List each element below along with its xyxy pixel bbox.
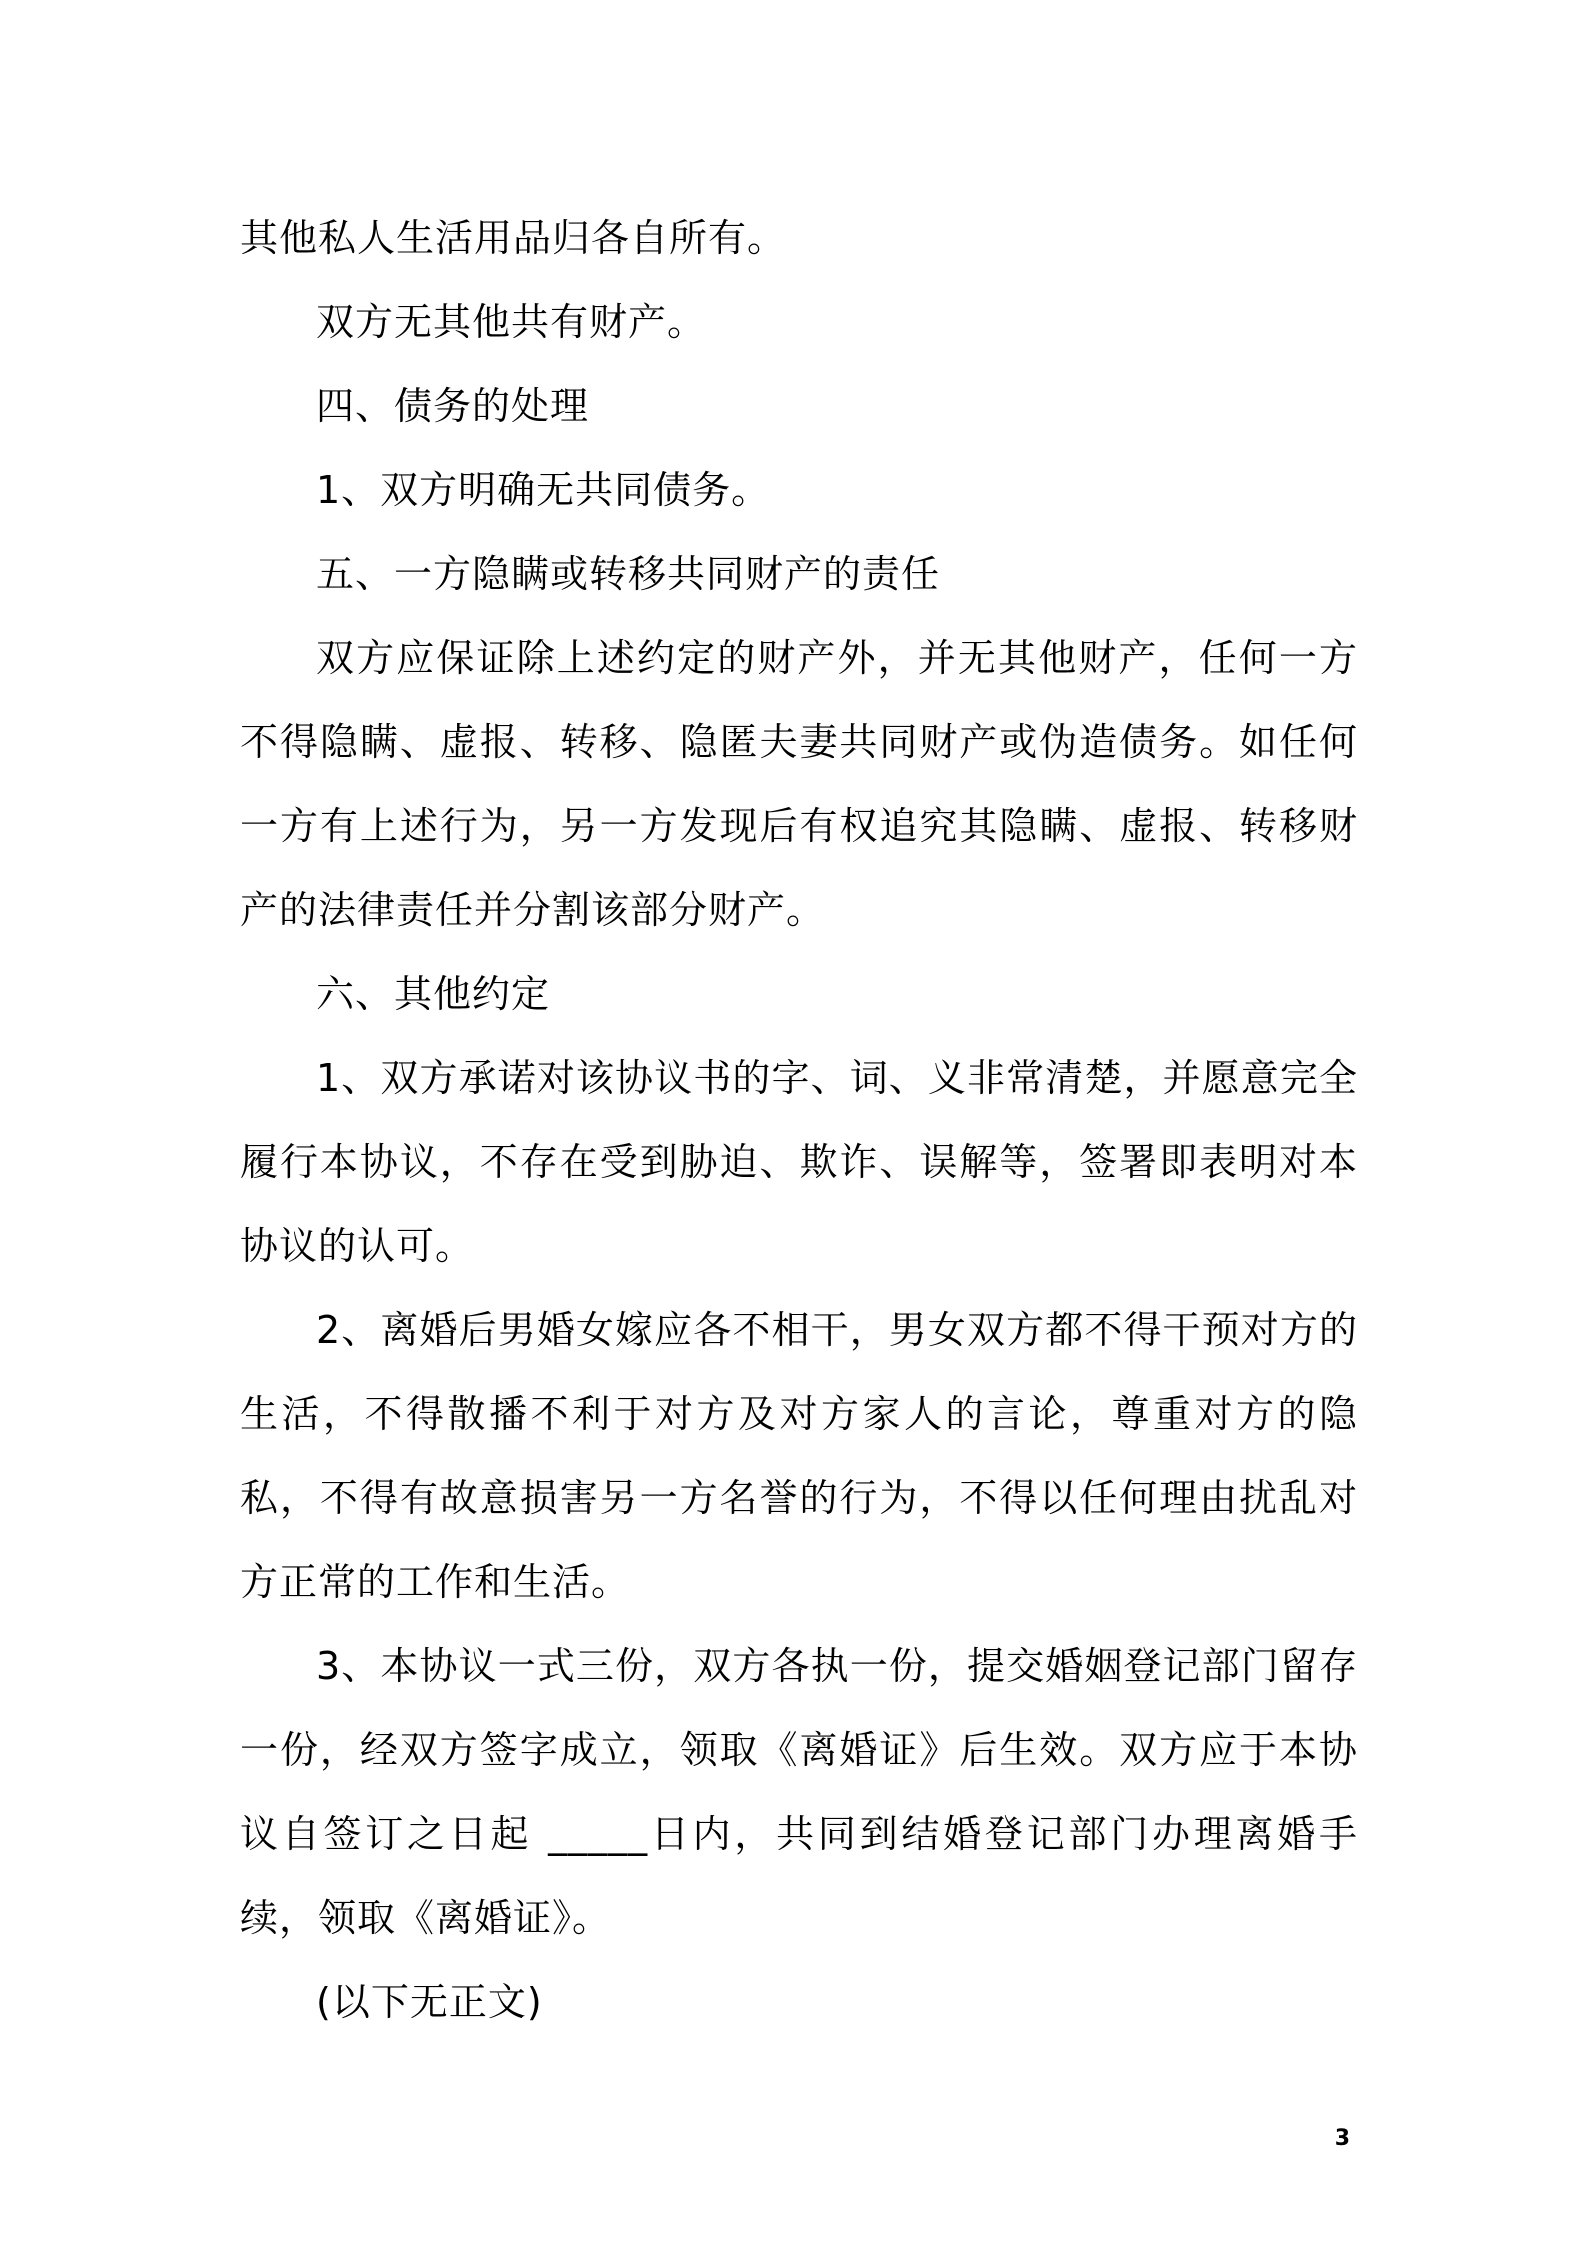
paragraph-agreement-clause-1: 1、双方承诺对该协议书的字、词、义非常清楚，并愿意完全履行本协议，不存在受到胁迫、欺诈、误解等，签署即表明对本协议的认可。 <box>240 1056 1358 1268</box>
heading-debt-handling: 四、债务的处理 <box>316 384 590 428</box>
document-body <box>240 196 1358 2044</box>
page-number: 3 <box>1334 2126 1350 2151</box>
heading-other-agreements: 六、其他约定 <box>316 972 551 1016</box>
heading-concealment-liability: 五、一方隐瞒或转移共同财产的责任 <box>316 552 941 596</box>
paragraph-agreement-clause-2: 2、离婚后男婚女嫁应各不相干，男女双方都不得干预对方的生活，不得散播不利于对方及对方家人的言论，尊重对方的隐私，不得有故意损害另一方名誉的行为，不得以任何理由扰乱对方正常的工作和生活。 <box>240 1308 1358 1604</box>
paragraph-personal-items: 其他私人生活用品归各自所有。 <box>240 216 787 260</box>
paragraph-end-of-text: (以下无正文) <box>316 1980 543 2024</box>
paragraph-no-joint-debt: 1、双方明确无共同债务。 <box>316 468 771 512</box>
paragraph-no-other-property: 双方无其他共有财产。 <box>316 300 707 344</box>
paragraph-concealment-terms: 双方应保证除上述约定的财产外，并无其他财产，任何一方不得隐瞒、虚报、转移、隐匿夫妻共同财产或伪造债务。如任何一方有上述行为，另一方发现后有权追究其隐瞒、虚报、转移财产的法律责任并分割该部分财产。 <box>240 636 1358 932</box>
paragraph-agreement-clause-3: 3、本协议一式三份，双方各执一份，提交婚姻登记部门留存一份，经双方签字成立，领取《离婚证》后生效。双方应于本协议自签订之日起 _____日内，共同到结婚登记部门办理离婚手续，领取《离婚证》。 <box>240 1644 1358 1940</box>
